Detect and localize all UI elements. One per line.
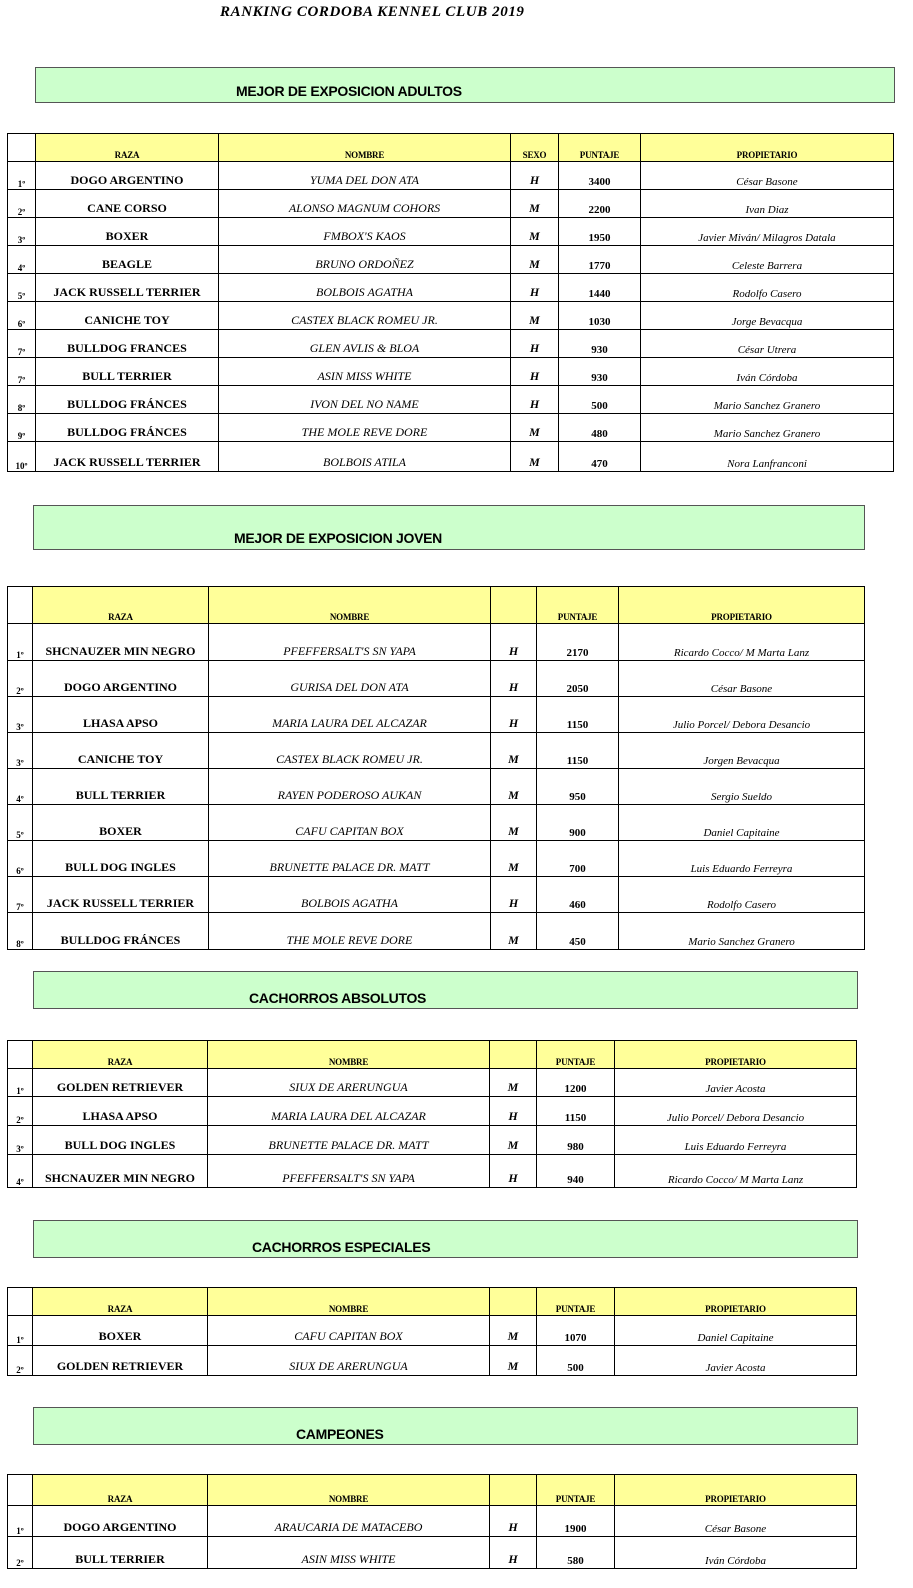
table-row [8,661,865,697]
header-cell-propietario: PROPIETARIO [615,1475,857,1506]
section-heading: MEJOR DE EXPOSICION ADULTOS [236,83,462,99]
rank-position: 6º [8,841,33,877]
cell-nombre: FMBOX'S KAOS [219,218,511,246]
rank-position: 2º [8,1346,33,1376]
cell-raza: BOXER [33,1316,208,1346]
cell-puntaje: 1770 [559,246,641,274]
header-cell-pos [8,1041,33,1069]
table-row [8,442,894,472]
cell-puntaje: 580 [537,1537,615,1569]
cell-propietario: Ivan Diaz [641,190,894,218]
cell-raza: JACK RUSSELL TERRIER [33,877,209,913]
cell-sexo: H [491,697,537,733]
table-row [8,218,894,246]
rank-position: 3º [8,218,36,246]
cell-raza: BULL DOG INGLES [33,841,209,877]
cell-sexo: M [490,1316,537,1346]
cell-puntaje: 1950 [559,218,641,246]
cell-propietario: Ricardo Cocco/ M Marta Lanz [615,1155,857,1188]
cell-raza: LHASA APSO [33,1097,208,1126]
cell-puntaje: 1900 [537,1506,615,1537]
table-header-row [8,587,865,624]
section-heading-band [33,1220,858,1258]
cell-propietario: Julio Porcel/ Debora Desancio [615,1097,857,1126]
cell-propietario: Rodolfo Casero [619,877,865,913]
rank-position: 1º [8,1506,33,1537]
cell-nombre: BOLBOIS ATILA [219,442,511,472]
section-heading: CAMPEONES [296,1426,384,1442]
cell-raza: BULLDOG FRÁNCES [36,414,219,442]
rank-position: 3º [8,733,33,769]
header-cell-raza: RAZA [33,1475,208,1506]
cell-nombre: GURISA DEL DON ATA [209,661,491,697]
cell-raza: GOLDEN RETRIEVER [33,1346,208,1376]
rank-position: 7º [8,358,36,386]
cell-puntaje: 930 [559,330,641,358]
rank-position: 2º [8,1097,33,1126]
cell-nombre: IVON DEL NO NAME [219,386,511,414]
header-cell-propietario: PROPIETARIO [619,587,865,624]
cell-propietario: Jorgen Bevacqua [619,733,865,769]
cell-sexo: H [511,358,559,386]
cell-propietario: Mario Sanchez Granero [619,913,865,950]
cell-nombre: THE MOLE REVE DORE [209,913,491,950]
cell-raza: JACK RUSSELL TERRIER [36,274,219,302]
header-cell-puntaje: PUNTAJE [537,1475,615,1506]
cell-propietario: César Basone [641,162,894,190]
header-cell-sexo [490,1475,537,1506]
cell-nombre: PFEFFERSALT'S SN YAPA [208,1155,490,1188]
cell-puntaje: 470 [559,442,641,472]
header-cell-propietario: PROPIETARIO [641,134,894,162]
cell-propietario: Nora Lanfranconi [641,442,894,472]
table-row [8,805,865,841]
header-cell-sexo [490,1041,537,1069]
rank-position: 3º [8,1126,33,1155]
section-heading: CACHORROS ABSOLUTOS [249,990,427,1006]
cell-raza: DOGO ARGENTINO [36,162,219,190]
cell-raza: BULL DOG INGLES [33,1126,208,1155]
cell-nombre: CASTEX BLACK ROMEU JR. [219,302,511,330]
table-row [8,1316,857,1346]
table-row [8,1155,857,1188]
cell-raza: BULL TERRIER [36,358,219,386]
table-header-row [8,1475,857,1506]
table-row [8,1069,857,1097]
cell-nombre: ASIN MISS WHITE [208,1537,490,1569]
section-heading-band [33,1407,858,1445]
ranking-table [7,1287,857,1376]
cell-raza: JACK RUSSELL TERRIER [36,442,219,472]
rank-position: 6º [8,302,36,330]
section-heading: MEJOR DE EXPOSICION JOVEN [234,530,442,546]
cell-sexo: M [511,414,559,442]
header-cell-nombre: NOMBRE [219,134,511,162]
cell-nombre: SIUX DE ARERUNGUA [208,1069,490,1097]
rank-position: 2º [8,190,36,218]
cell-puntaje: 480 [559,414,641,442]
cell-sexo: M [490,1126,537,1155]
header-cell-nombre: NOMBRE [208,1475,490,1506]
cell-puntaje: 1150 [537,733,619,769]
table-row [8,1537,857,1569]
cell-propietario: Daniel Capitaine [619,805,865,841]
cell-propietario: Daniel Capitaine [615,1316,857,1346]
ranking-table [7,1040,857,1188]
cell-sexo: H [511,162,559,190]
cell-sexo: M [491,733,537,769]
cell-propietario: Luis Eduardo Ferreyra [615,1126,857,1155]
cell-nombre: PFEFFERSALT'S SN YAPA [209,624,491,661]
cell-puntaje: 1440 [559,274,641,302]
cell-nombre: CASTEX BLACK ROMEU JR. [209,733,491,769]
table-row [8,190,894,218]
cell-raza: CANE CORSO [36,190,219,218]
cell-nombre: BRUNETTE PALACE DR. MATT [209,841,491,877]
table-row [8,697,865,733]
rank-position: 9º [8,414,36,442]
rank-position: 2º [8,1537,33,1569]
cell-raza: BOXER [36,218,219,246]
cell-sexo: M [511,302,559,330]
cell-puntaje: 2170 [537,624,619,661]
rank-position: 8º [8,386,36,414]
table-row [8,162,894,190]
cell-puntaje: 2050 [537,661,619,697]
table-header-row [8,1041,857,1069]
cell-puntaje: 900 [537,805,619,841]
rank-position: 10º [8,442,36,472]
cell-raza: SHCNAUZER MIN NEGRO [33,1155,208,1188]
rank-position: 5º [8,274,36,302]
rank-position: 3º [8,697,33,733]
rank-position: 1º [8,1316,33,1346]
cell-raza: CANICHE TOY [33,733,209,769]
cell-nombre: THE MOLE REVE DORE [219,414,511,442]
cell-sexo: M [491,913,537,950]
header-cell-sexo [491,587,537,624]
cell-nombre: ALONSO MAGNUM COHORS [219,190,511,218]
table-row [8,330,894,358]
cell-sexo: M [491,841,537,877]
table-row [8,769,865,805]
cell-raza: DOGO ARGENTINO [33,1506,208,1537]
cell-raza: BEAGLE [36,246,219,274]
table-row [8,358,894,386]
cell-puntaje: 930 [559,358,641,386]
rank-position: 7º [8,330,36,358]
header-cell-pos [8,1288,33,1316]
header-cell-nombre: NOMBRE [208,1288,490,1316]
header-cell-raza: RAZA [33,1041,208,1069]
cell-propietario: César Basone [619,661,865,697]
ranking-table [7,133,894,472]
rank-position: 7º [8,877,33,913]
table-row [8,414,894,442]
header-cell-raza: RAZA [33,587,209,624]
header-cell-pos [8,587,33,624]
cell-propietario: Javier Acosta [615,1069,857,1097]
cell-puntaje: 1150 [537,697,619,733]
ranking-table [7,586,865,950]
cell-puntaje: 500 [537,1346,615,1376]
table-row [8,733,865,769]
cell-sexo: M [511,246,559,274]
header-cell-pos [8,1475,33,1506]
cell-nombre: BOLBOIS AGATHA [209,877,491,913]
cell-puntaje: 3400 [559,162,641,190]
cell-puntaje: 460 [537,877,619,913]
cell-raza: BULL TERRIER [33,1537,208,1569]
cell-propietario: Luis Eduardo Ferreyra [619,841,865,877]
cell-sexo: H [511,274,559,302]
header-cell-nombre: NOMBRE [208,1041,490,1069]
header-cell-puntaje: PUNTAJE [537,1288,615,1316]
header-cell-sexo [490,1288,537,1316]
header-cell-nombre: NOMBRE [209,587,491,624]
cell-propietario: Sergio Sueldo [619,769,865,805]
cell-propietario: César Basone [615,1506,857,1537]
page-title: RANKING CORDOBA KENNEL CLUB 2019 [220,4,525,20]
cell-sexo: M [511,218,559,246]
cell-nombre: GLEN AVLIS & BLOA [219,330,511,358]
cell-raza: BULLDOG FRANCES [36,330,219,358]
cell-puntaje: 450 [537,913,619,950]
header-cell-sexo: SEXO [511,134,559,162]
cell-sexo: M [491,805,537,841]
rank-position: 4º [8,246,36,274]
cell-puntaje: 1150 [537,1097,615,1126]
rank-position: 1º [8,1069,33,1097]
rank-position: 5º [8,805,33,841]
cell-propietario: Javier Acosta [615,1346,857,1376]
cell-propietario: Iván Córdoba [641,358,894,386]
section-heading-band [35,67,895,103]
cell-puntaje: 950 [537,769,619,805]
cell-nombre: BRUNO ORDOÑEZ [219,246,511,274]
cell-sexo: M [490,1069,537,1097]
cell-nombre: CAFU CAPITAN BOX [209,805,491,841]
rank-position: 1º [8,624,33,661]
cell-sexo: H [490,1537,537,1569]
rank-position: 1º [8,162,36,190]
table-row [8,1097,857,1126]
cell-puntaje: 980 [537,1126,615,1155]
cell-raza: DOGO ARGENTINO [33,661,209,697]
cell-nombre: ASIN MISS WHITE [219,358,511,386]
cell-nombre: RAYEN PODEROSO AUKAN [209,769,491,805]
cell-sexo: H [511,386,559,414]
cell-propietario: Jorge Bevacqua [641,302,894,330]
cell-propietario: Iván Córdoba [615,1537,857,1569]
cell-raza: BOXER [33,805,209,841]
cell-raza: SHCNAUZER MIN NEGRO [33,624,209,661]
cell-raza: CANICHE TOY [36,302,219,330]
cell-puntaje: 2200 [559,190,641,218]
rank-position: 4º [8,1155,33,1188]
cell-raza: LHASA APSO [33,697,209,733]
cell-puntaje: 1030 [559,302,641,330]
cell-puntaje: 940 [537,1155,615,1188]
cell-propietario: Ricardo Cocco/ M Marta Lanz [619,624,865,661]
cell-raza: BULLDOG FRÁNCES [36,386,219,414]
header-cell-puntaje: PUNTAJE [537,1041,615,1069]
cell-sexo: H [491,877,537,913]
table-row [8,246,894,274]
table-row [8,274,894,302]
cell-sexo: H [491,661,537,697]
header-cell-puntaje: PUNTAJE [559,134,641,162]
section-heading-band [33,505,865,550]
cell-sexo: H [490,1155,537,1188]
header-cell-pos [8,134,36,162]
cell-nombre: MARIA LAURA DEL ALCAZAR [209,697,491,733]
cell-nombre: ARAUCARIA DE MATACEBO [208,1506,490,1537]
section-heading: CACHORROS ESPECIALES [252,1239,431,1255]
table-row [8,624,865,661]
cell-sexo: H [490,1506,537,1537]
cell-nombre: CAFU CAPITAN BOX [208,1316,490,1346]
cell-propietario: Rodolfo Casero [641,274,894,302]
cell-nombre: BOLBOIS AGATHA [219,274,511,302]
table-header-row [8,1288,857,1316]
cell-raza: BULLDOG FRÁNCES [33,913,209,950]
cell-sexo: H [511,330,559,358]
cell-raza: BULL TERRIER [33,769,209,805]
cell-propietario: Celeste Barrera [641,246,894,274]
table-row [8,841,865,877]
table-row [8,1506,857,1537]
cell-nombre: MARIA LAURA DEL ALCAZAR [208,1097,490,1126]
table-row [8,913,865,950]
table-row [8,877,865,913]
cell-propietario: Julio Porcel/ Debora Desancio [619,697,865,733]
cell-sexo: M [490,1346,537,1376]
cell-nombre: BRUNETTE PALACE DR. MATT [208,1126,490,1155]
cell-puntaje: 1200 [537,1069,615,1097]
cell-sexo: H [491,624,537,661]
header-cell-puntaje: PUNTAJE [537,587,619,624]
rank-position: 8º [8,913,33,950]
table-row [8,1126,857,1155]
cell-propietario: César Utrera [641,330,894,358]
header-cell-propietario: PROPIETARIO [615,1288,857,1316]
cell-sexo: M [511,190,559,218]
section-heading-band [33,971,858,1009]
header-cell-raza: RAZA [36,134,219,162]
cell-raza: GOLDEN RETRIEVER [33,1069,208,1097]
table-row [8,302,894,330]
cell-sexo: M [511,442,559,472]
table-row [8,1346,857,1376]
header-cell-raza: RAZA [33,1288,208,1316]
cell-propietario: Mario Sanchez Granero [641,414,894,442]
cell-nombre: YUMA DEL DON ATA [219,162,511,190]
rank-position: 4º [8,769,33,805]
ranking-table [7,1474,857,1569]
cell-sexo: M [491,769,537,805]
table-row [8,386,894,414]
header-cell-propietario: PROPIETARIO [615,1041,857,1069]
cell-nombre: SIUX DE ARERUNGUA [208,1346,490,1376]
rank-position: 2º [8,661,33,697]
cell-propietario: Mario Sanchez Granero [641,386,894,414]
table-header-row [8,134,894,162]
cell-puntaje: 700 [537,841,619,877]
cell-puntaje: 1070 [537,1316,615,1346]
cell-propietario: Javier Miván/ Milagros Datala [641,218,894,246]
cell-puntaje: 500 [559,386,641,414]
cell-sexo: H [490,1097,537,1126]
